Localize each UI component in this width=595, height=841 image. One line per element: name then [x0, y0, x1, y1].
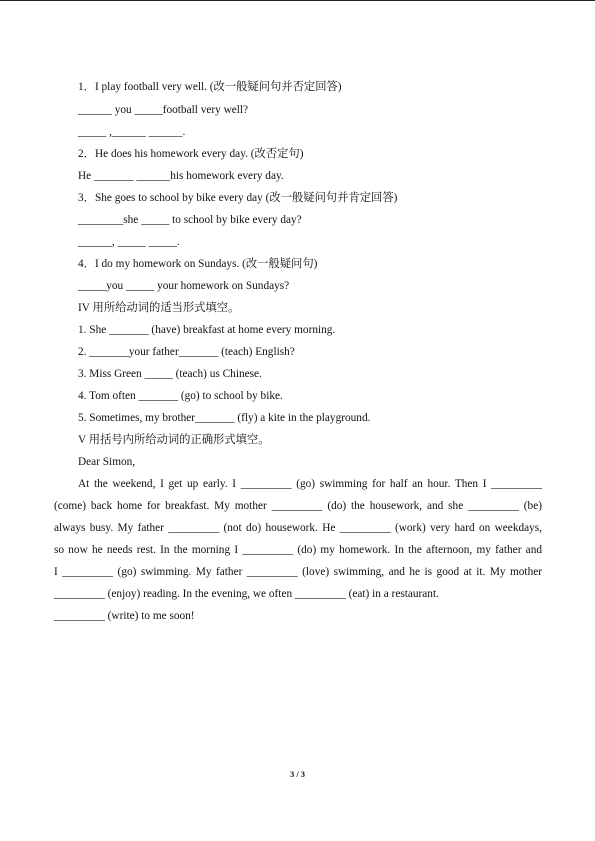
letter-paragraph-line-4: so now he needs rest. In the morning I _________ (do) my homework. In the afternoon, my father and — [54, 544, 542, 556]
letter-paragraph-line-2: (come) back home for breakfast. My mother _________ (do) the housework, and she _________ (be) — [54, 500, 542, 512]
q4-prompt: 4．I do my homework on Sundays. (改一般疑问句) — [78, 258, 318, 270]
letter-paragraph-line-6: _________ (enjoy) reading. In the evening, we often _________ (eat) in a restaurant. — [54, 588, 439, 600]
section-iv-item-1: 1. She _______ (have) breakfast at home every morning. — [78, 324, 336, 336]
q1-answer-line-1: ______ you _____football very well? — [78, 104, 249, 116]
letter-paragraph-line-5: I _________ (go) swimming. My father _________ (love) swimming, and he is good at it. My mother — [54, 566, 542, 578]
q3-prompt: 3．She goes to school by bike every day (改一般疑问句并肯定回答) — [78, 192, 398, 204]
q4-answer-line-1: _____you _____ your homework on Sundays? — [78, 280, 290, 292]
section-iv-item-4: 4. Tom often _______ (go) to school by bike. — [78, 390, 283, 402]
page-number: 3 / 3 — [289, 769, 306, 779]
section-iv-item-3: 3. Miss Green _____ (teach) us Chinese. — [78, 368, 262, 380]
q3-answer-line-1: ________she _____ to school by bike every day? — [78, 214, 302, 226]
header-rule — [0, 0, 595, 1]
section-v-heading: V 用括号内所给动词的正确形式填空。 — [78, 434, 270, 446]
q1-answer-line-2: _____ ,______ ______. — [78, 126, 186, 138]
letter-paragraph-line-3: always busy. My father _________ (not do) housework. He _________ (work) very hard on weekdays, — [54, 522, 542, 534]
section-iv-item-5: 5. Sometimes, my brother_______ (fly) a kite in the playground. — [78, 412, 371, 424]
letter-closing: _________ (write) to me soon! — [54, 610, 195, 622]
q2-answer-line-1: He _______ ______his homework every day. — [78, 170, 284, 182]
letter-salutation: Dear Simon, — [78, 456, 136, 468]
section-iv-item-2: 2. _______your father_______ (teach) English? — [78, 346, 295, 358]
section-iv-heading: IV 用所给动词的适当形式填空。 — [78, 302, 240, 314]
q1-prompt: 1．I play football very well. (改一般疑问句并否定回答) — [78, 81, 342, 93]
q2-prompt: 2．He does his homework every day. (改否定句) — [78, 148, 304, 160]
q3-answer-line-2: ______, _____ _____. — [78, 236, 180, 248]
letter-paragraph-line-1: At the weekend, I get up early. I _________ (go) swimming for half an hour. Then I _________ — [78, 478, 542, 490]
